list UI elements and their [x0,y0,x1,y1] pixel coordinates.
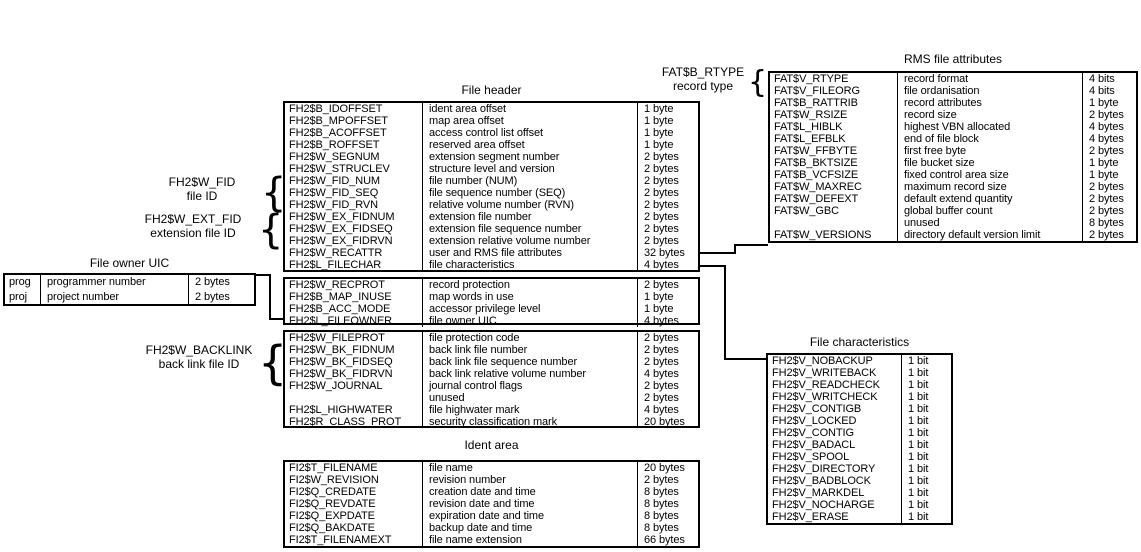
table-row [768,391,951,403]
table-row [768,511,951,523]
table-cell: access control list offset [422,127,637,139]
table-cell [285,392,422,404]
table-cell: FH2$W_RECATTR [289,247,383,259]
table-cell: FI2$Q_CREDATE [289,486,377,498]
table-cell: FH2$B_ACC_MODE [289,303,391,315]
table-cell: structure level and version [422,163,637,175]
table-row [285,223,698,235]
table-cell: reserved area offset [422,139,637,151]
table-cell: 1 bit [901,367,951,379]
filechar-to-characteristics-connector [700,266,766,359]
table-row [285,416,698,428]
table-cell: FAT$W_VERSIONS [774,229,872,241]
table-cell: FH2$W_SEGNUM [289,151,380,163]
table-row [770,121,1136,133]
table-row [285,127,698,139]
ident-area-table [283,460,700,548]
table-cell: FH2$B_ROFFSET [289,139,380,151]
table-row [285,291,698,303]
table-cell: FAT$L_EFBLK [774,133,846,145]
table-cell: FH2$V_BADACL [772,439,856,451]
table-cell: 2 bytes [1082,109,1136,121]
rtype-label [660,66,746,93]
table-cell: 2 bytes [637,356,698,368]
table-cell: 2 bytes [1082,145,1136,157]
table-cell: programmer number [40,275,188,290]
table-cell: extension segment number [422,151,637,163]
table-cell: file sequence number (SEQ) [422,187,637,199]
file-header-table-bottom [283,330,700,428]
table-cell: 1 byte [1082,169,1136,181]
table-cell: FH2$V_LOCKED [772,415,857,427]
table-cell: FH2$V_WRITEBACK [772,367,877,379]
backlink-label-text: back link file ID [158,356,240,371]
table-cell: extension file sequence number [422,223,637,235]
table-cell: record attributes [897,97,1082,109]
table-cell: 1 bit [901,427,951,439]
table-cell: 2 bytes [637,332,698,344]
table-row [285,115,698,127]
table-cell: 1 bit [901,439,951,451]
table-cell: FI2$Q_EXPDATE [289,510,375,522]
table-cell [770,217,897,229]
table-cell: FH2$W_FID_SEQ [289,187,379,199]
table-cell: FH2$V_CONTIGB [772,403,862,415]
table-cell: FAT$W_GBC [774,205,839,217]
file-owner-uic-title: File owner UIC [89,256,170,270]
table-cell: FAT$V_FILEORG [774,85,860,97]
file-characteristics-title: File characteristics [809,335,910,349]
rtype-label-symbol: FAT$B_RTYPE [661,65,745,79]
table-row [285,315,698,327]
table-row [770,157,1136,169]
table-cell: FH2$W_EX_FIDRVN [289,235,393,247]
table-cell: FH2$R_CLASS_PROT [289,416,402,428]
table-cell: FH2$V_WRITCHECK [772,391,878,403]
table-cell: 2 bytes [637,235,698,247]
table-cell: 4 bytes [637,259,698,271]
table-cell: prog [9,276,31,289]
table-cell: FH2$L_HIGHWATER [289,404,393,416]
table-row [285,151,698,163]
table-row [770,181,1136,193]
table-row [770,217,1136,229]
ident-area-title: Ident area [464,438,519,452]
ext-fid-label-text: extension file ID [150,225,236,240]
table-row [768,451,951,463]
table-row [285,392,698,404]
table-cell: FH2$L_FILECHAR [289,259,382,271]
table-cell: file highwater mark [422,404,637,416]
table-cell: FH2$L_FILEOWNER [289,315,393,327]
table-row [285,404,698,416]
table-cell: FH2$W_EX_FIDSEQ [289,223,393,235]
table-row [768,427,951,439]
table-cell: revision number [422,474,637,486]
table-cell: file name [422,462,637,474]
table-row [768,379,951,391]
table-row [770,205,1136,217]
ext-fid-brace-icon: { [258,207,284,253]
table-cell: ident area offset [422,103,637,115]
table-cell: 66 bytes [637,534,698,546]
table-cell: FH2$W_FID_NUM [289,175,380,187]
table-cell: FH2$B_MAP_INUSE [289,291,392,303]
table-cell: journal control flags [422,380,637,392]
table-cell: FAT$W_FFBYTE [774,145,857,157]
table-cell: file protection code [422,332,637,344]
table-cell: FAT$W_MAXREC [774,181,862,193]
ext-fid-label-symbol: FH2$W_EXT_FID [144,212,242,226]
table-cell: FAT$L_HIBLK [774,121,843,133]
recattr-to-rms-connector [700,245,768,253]
table-cell: accessor privilege level [422,303,637,315]
table-cell: FI2$W_REVISION [289,474,379,486]
table-row [768,499,951,511]
table-row [770,169,1136,181]
table-cell: 1 bit [901,415,951,427]
table-row [768,463,951,475]
table-cell: FAT$W_DEFEXT [774,193,859,205]
backlink-brace-icon: { [258,336,288,390]
table-cell: FH2$B_IDOFFSET [289,103,383,115]
file-header-table-mid [283,277,700,325]
table-cell: user and RMS file attributes [422,247,637,259]
table-cell: file ordanisation [897,85,1082,97]
rms-file-attributes-title: RMS file attributes [903,52,1003,66]
table-cell: 4 bits [1082,85,1136,97]
table-row [768,355,951,367]
table-cell: 1 bit [901,499,951,511]
table-row [770,73,1136,85]
fid-label-symbol: FH2$W_FID [168,175,236,189]
table-cell: file owner UIC [422,315,637,327]
table-cell: 2 bytes [637,279,698,291]
table-row [768,439,951,451]
table-cell: FH2$V_ERASE [772,511,849,523]
file-owner-uic-table [3,273,256,306]
table-cell: 2 bytes [637,211,698,223]
table-cell: FH2$W_STRUCLEV [289,163,390,175]
table-row [285,474,698,486]
table-cell: FH2$B_ACOFFSET [289,127,387,139]
table-cell: 2 bytes [637,474,698,486]
table-cell: FH2$V_CONTIG [772,427,854,439]
table-cell: record size [897,109,1082,121]
table-cell: back link relative volume number [422,368,637,380]
table-cell: 1 byte [637,103,698,115]
table-cell: FH2$V_DIRECTORY [772,463,876,475]
backlink-label [140,344,258,371]
table-row [770,229,1136,241]
table-cell: 1 byte [637,303,698,315]
table-row [285,522,698,534]
table-cell: FH2$W_RECPROT [289,279,385,291]
table-cell: FH2$W_JOURNAL [289,380,383,392]
table-cell: 8 bytes [637,486,698,498]
table-row [285,199,698,211]
table-cell: extension file number [422,211,637,223]
table-row [285,356,698,368]
table-cell: 2 bytes [188,290,254,305]
table-cell: 1 byte [637,139,698,151]
ext-fid-label [130,213,256,240]
table-row [768,367,951,379]
table-row [285,368,698,380]
table-cell: FH2$V_MARKDEL [772,487,865,499]
table-row [285,259,698,271]
table-cell: FI2$Q_BAKDATE [289,522,375,534]
table-cell: 1 bit [901,463,951,475]
table-cell: map area offset [422,115,637,127]
table-cell: 8 bytes [1082,217,1136,229]
rtype-brace-icon: { [748,65,768,100]
table-row [285,279,698,291]
table-cell: 1 byte [637,127,698,139]
table-row [285,462,698,474]
table-cell: 1 bit [901,511,951,523]
table-cell: revision date and time [422,498,637,510]
table-cell: 8 bytes [637,522,698,534]
table-cell: FH2$V_NOCHARGE [772,499,875,511]
table-cell: 20 bytes [637,462,698,474]
table-cell: FH2$V_SPOOL [772,451,850,463]
table-cell: FH2$V_NOBACKUP [772,355,873,367]
table-cell: 1 bit [901,379,951,391]
table-cell: 2 bytes [188,275,254,290]
table-cell: maximum record size [897,181,1082,193]
fid-brace-icon: { [261,170,287,216]
table-row [285,139,698,151]
table-cell: 4 bytes [1082,121,1136,133]
rtype-label-text: record type [672,78,734,93]
table-cell: 2 bytes [1082,205,1136,217]
rms-file-attributes-table [768,71,1138,243]
table-row [770,193,1136,205]
table-cell: FH2$W_BK_FIDNUM [289,344,395,356]
table-cell: 1 bit [901,391,951,403]
table-cell: relative volume number (RVN) [422,199,637,211]
table-cell: FAT$B_VCFSIZE [774,169,859,181]
table-row [768,415,951,427]
table-cell: directory default version limit [897,229,1082,241]
table-row [285,534,698,546]
table-row [768,487,951,499]
table-cell: default extend quantity [897,193,1082,205]
table-row [770,85,1136,97]
table-row [285,380,698,392]
table-cell: end of file block [897,133,1082,145]
table-cell: map words in use [422,291,637,303]
table-cell: 2 bytes [1082,181,1136,193]
table-cell: FH2$W_FID_RVN [289,199,378,211]
table-cell: FI2$T_FILENAMEXT [289,534,392,546]
table-row [285,163,698,175]
table-cell: 4 bytes [1082,133,1136,145]
table-row [285,303,698,315]
table-cell: 2 bytes [637,344,698,356]
table-cell: 1 bit [901,451,951,463]
table-cell: project number [40,290,188,305]
table-cell: 1 byte [637,291,698,303]
table-cell: 2 bytes [637,223,698,235]
uic-to-fileowner-connector [256,275,283,319]
table-cell: unused [422,392,637,404]
table-row [768,475,951,487]
table-row [5,275,254,290]
table-row [285,175,698,187]
table-cell: 1 byte [1082,97,1136,109]
table-cell: FH2$W_BK_FIDSEQ [289,356,393,368]
table-cell: unused [897,217,1082,229]
table-cell: 2 bytes [1082,229,1136,241]
table-cell: proj [9,290,27,303]
table-row [285,211,698,223]
table-row [768,403,951,415]
table-cell: 2 bytes [637,163,698,175]
table-cell: 2 bytes [637,392,698,404]
table-cell: FAT$W_RSIZE [774,109,848,121]
table-cell: 20 bytes [637,416,698,428]
table-row [285,247,698,259]
table-row [285,510,698,522]
table-cell: 2 bytes [637,187,698,199]
file-header-title: File header [461,83,522,97]
table-cell: FH2$V_READCHECK [772,379,880,391]
table-cell: highest VBN allocated [897,121,1082,133]
table-cell: FH2$W_FILEPROT [289,332,385,344]
table-cell: record format [897,73,1082,85]
table-cell: FAT$V_RTYPE [774,73,849,85]
table-cell: 1 byte [637,115,698,127]
table-row [285,103,698,115]
table-cell: 1 byte [1082,157,1136,169]
table-row [285,235,698,247]
table-cell: FH2$B_MPOFFSET [289,115,388,127]
table-cell: record protection [422,279,637,291]
table-row [770,97,1136,109]
table-cell: 1 bit [901,487,951,499]
table-cell: global buffer count [897,205,1082,217]
table-row [285,332,698,344]
table-cell: 32 bytes [637,247,698,259]
table-row [285,344,698,356]
table-cell: expiration date and time [422,510,637,522]
table-cell: FI2$Q_REVDATE [289,498,376,510]
table-cell: 1 bit [901,475,951,487]
table-cell: 4 bytes [637,368,698,380]
table-cell: FH2$W_BK_FIDRVN [289,368,393,380]
table-cell: 2 bytes [637,151,698,163]
fid-label [148,176,256,203]
table-row [770,145,1136,157]
file-characteristics-table [766,353,953,525]
table-cell: FAT$B_RATTRIB [774,97,858,109]
table-cell: 8 bytes [637,510,698,522]
table-row [5,290,254,305]
table-cell: FH2$W_EX_FIDNUM [289,211,395,223]
table-row [770,133,1136,145]
table-cell: back link file number [422,344,637,356]
table-cell: file name extension [422,534,637,546]
file-header-table-top [283,101,700,272]
table-cell: security classification mark [422,416,637,428]
table-row [285,187,698,199]
table-cell: backup date and time [422,522,637,534]
table-row [285,486,698,498]
table-cell: 2 bytes [637,199,698,211]
table-cell: first free byte [897,145,1082,157]
table-cell: 2 bytes [1082,193,1136,205]
table-cell: 4 bits [1082,73,1136,85]
table-cell: file bucket size [897,157,1082,169]
table-cell: extension relative volume number [422,235,637,247]
table-cell: 1 bit [901,403,951,415]
table-cell: 8 bytes [637,498,698,510]
table-cell: file number (NUM) [422,175,637,187]
table-cell: back link file sequence number [422,356,637,368]
table-cell: 4 bytes [637,404,698,416]
table-cell: 1 bit [901,355,951,367]
table-cell: FAT$B_BKTSIZE [774,157,858,169]
table-row [770,109,1136,121]
table-row [285,498,698,510]
table-cell: 2 bytes [637,175,698,187]
fid-label-text: file ID [186,188,218,203]
table-cell: creation date and time [422,486,637,498]
table-cell: file characteristics [422,259,637,271]
table-cell: 4 bytes [637,315,698,327]
table-cell: FI2$T_FILENAME [289,462,378,474]
table-cell: 2 bytes [637,380,698,392]
table-cell: fixed control area size [897,169,1082,181]
table-cell: FH2$V_BADBLOCK [772,475,871,487]
backlink-label-symbol: FH2$W_BACKLINK [145,343,253,357]
